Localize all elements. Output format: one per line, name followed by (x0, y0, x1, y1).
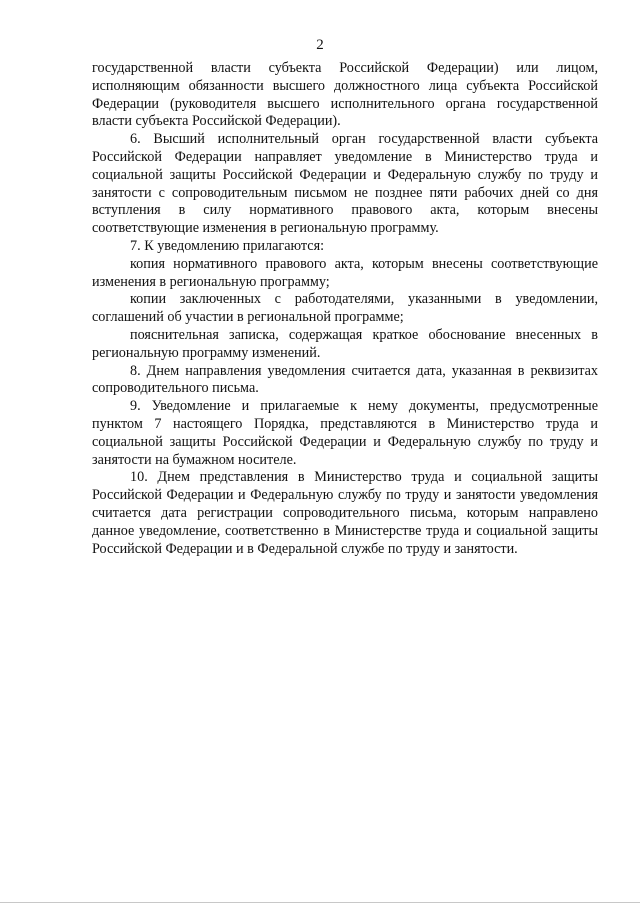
scan-bottom-edge (0, 902, 640, 903)
paragraph-8: 8. Днем направления уведомления считается дата, указанная в реквизитах сопроводительного письма. (92, 362, 598, 397)
paragraph-continuation: государственной власти субъекта Российской Федерации) или лицом, исполняющим обязанности высшего должностного лица субъекта Российской Федерации (руководителя высшего исполнительного органа государственной власти субъекта Российской Федерации). (92, 60, 598, 130)
page-number: 2 (316, 37, 324, 53)
attachment-item-agreements: копии заключенных с работодателями, указанными в уведомлении, соглашений об участии в региональной программе; (92, 291, 598, 326)
paragraph-10: 10. Днем представления в Министерство труда и социальной защиты Российской Федерации и Федеральную службу по труду и занятости уведомления считается дата регистрации сопроводительного письма, которым направлено данное уведомление, соответственно в Министерстве труда и социальной защиты Российской Федерации и в Федеральной службе по труду и занятости. (92, 469, 598, 557)
document-body (92, 60, 598, 558)
attachment-item-explanatory-note: пояснительная записка, содержащая краткое обоснование внесенных в региональную программу изменений. (92, 326, 598, 361)
paragraph-7: 7. К уведомлению прилагаются: (130, 237, 325, 254)
paragraph-9: 9. Уведомление и прилагаемые к нему документы, предусмотренные пунктом 7 настоящего Порядка, представляются в Министерство труда и социальной защиты Российской Федерации и Федеральную службу по труду и занятости на бумажном носителе. (92, 398, 598, 468)
paragraph-6: 6. Высший исполнительный орган государственной власти субъекта Российской Федерации направляет уведомление в Министерство труда и социальной защиты Российской Федерации и Федеральную службу по труду и занятости с сопроводительным письмом не позднее пяти рабочих дней со дня вступления в силу нормативного правового акта, которым внесены соответствующие изменения в региональную программу. (92, 131, 598, 237)
attachment-item-act-copy: копия нормативного правового акта, которым внесены соответствующие изменения в региональную программу; (92, 255, 598, 290)
